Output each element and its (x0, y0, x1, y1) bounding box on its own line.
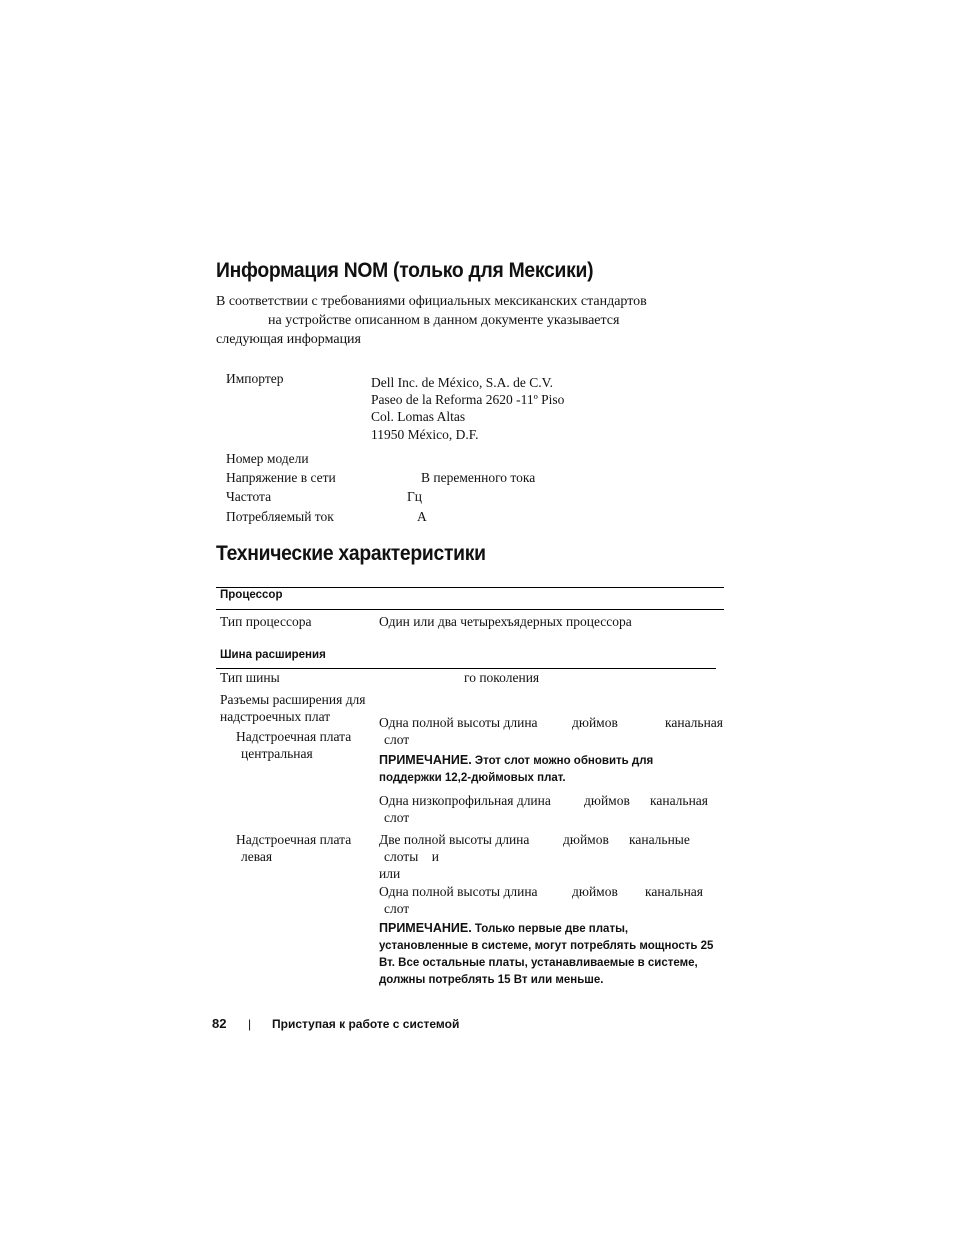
slots-label-line-2: надстроечных плат (220, 709, 331, 724)
left-slot-1-lanes: канальные (629, 832, 690, 847)
nom-intro-line-2: на устройстве описанном в данном документе указывается (268, 313, 620, 328)
processor-top-rule (216, 587, 724, 588)
voltage-value: В переменного тока (421, 470, 536, 485)
center-riser-label-line-2: центральная (241, 746, 313, 761)
bus-header: Шина расширения (220, 649, 326, 661)
note-2 (379, 920, 714, 989)
left-slot-1-inches: дюймов (563, 832, 609, 847)
center-slot-2-desc: Одна низкопрофильная длина (379, 793, 551, 808)
voltage-label: Напряжение в сети (226, 470, 336, 485)
note-2-text: Только первые две платы, установленные в системе, могут потреблять мощность 25 Вт. Все остальные платы, устанавливаемые в системе, должны потреблять 15 Вт или меньше. (379, 923, 714, 986)
center-slot-1-desc: Одна полной высоты длина (379, 715, 538, 730)
left-slot-2-desc: Одна полной высоты длина (379, 884, 538, 899)
nom-intro-line-1: В соответствии с требованиями официальных мексиканских стандартов (216, 294, 647, 309)
current-value: А (417, 509, 427, 524)
frequency-label: Частота (226, 489, 272, 504)
center-riser-label-line-1: Надстроечная плата (236, 729, 352, 744)
processor-header: Процессор (220, 589, 283, 601)
bus-type-value: го поколения (464, 670, 540, 685)
processor-bottom-rule (216, 609, 724, 610)
bus-type-label: Тип шины (220, 670, 280, 685)
slots-label-line-1: Разъемы расширения для (220, 692, 366, 707)
left-slot-2-lanes: канальная (645, 884, 704, 899)
note-2-label: ПРИМЕЧАНИЕ. (379, 921, 472, 935)
center-slot-1-inches: дюймов (572, 715, 618, 730)
center-slot-2-inches: дюймов (584, 793, 630, 808)
or-text: или (379, 866, 401, 881)
note-1-label: ПРИМЕЧАНИЕ. (379, 753, 472, 767)
importer-address-line-3: Col. Lomas Altas (371, 409, 466, 424)
nom-intro-line-3: следующая информация (216, 332, 361, 347)
page-number: 82 (212, 1016, 227, 1031)
frequency-value: Гц (407, 489, 423, 504)
center-slot-1-slot: слот (384, 732, 410, 747)
center-slot-2-slot: слот (384, 810, 410, 825)
left-riser-label-line-1: Надстроечная плата (236, 832, 352, 847)
nom-section-title: Информация NOM (только для Мексики) (216, 259, 594, 282)
processor-type-value: Один или два четырехъядерных процессора (379, 614, 632, 629)
importer-address-line-2: Paseo de la Reforma 2620 -11º Piso (371, 392, 565, 407)
importer-label: Импортер (226, 371, 284, 386)
importer-address-line-4: 11950 México, D.F. (371, 427, 479, 442)
current-label: Потребляемый ток (226, 509, 334, 524)
footer-section-title: Приступая к работе с системой (272, 1017, 460, 1031)
center-slot-1-lanes: канальная (665, 715, 724, 730)
left-slot-2-slot: слот (384, 901, 410, 916)
left-slot-2-inches: дюймов (572, 884, 618, 899)
specs-section-title: Технические характеристики (216, 542, 486, 565)
center-slot-2-lanes: канальная (650, 793, 709, 808)
processor-type-label: Тип процессора (220, 614, 312, 629)
model-number-label: Номер модели (226, 451, 309, 466)
note-1 (379, 752, 719, 787)
note-1-text: Этот слот можно обновить для поддержки 12,2-дюймовых плат. (379, 755, 654, 784)
left-slot-1-desc: Две полной высоты длина (379, 832, 530, 847)
left-riser-label-line-2: левая (241, 849, 273, 864)
left-slot-1-slots: слоты и (384, 849, 439, 864)
footer-separator: | (248, 1017, 252, 1031)
importer-address-line-1: Dell Inc. de México, S.A. de C.V. (371, 375, 553, 390)
